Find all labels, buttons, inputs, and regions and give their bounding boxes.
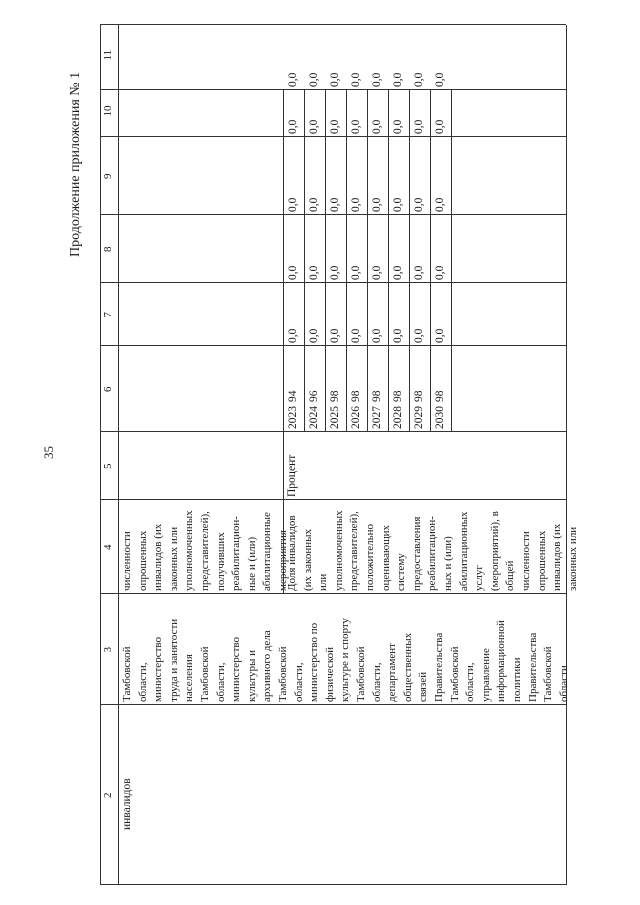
c11-cell: 0,0 [371,72,383,87]
col4-top-line: законных или [167,526,180,591]
row-separator [367,90,368,432]
col4-bottom-line: предоставления [410,516,423,591]
col3-line: общественных [401,632,414,702]
col4-bottom-line: оценивающих [379,524,392,591]
col3-line: области, [464,662,477,702]
c11-cell: 0,0 [434,72,446,87]
col3-line: области, [136,662,149,702]
col4-bottom-line: численности [520,531,532,591]
column-separator [100,214,566,215]
c8-cell: 0,0 [413,265,425,280]
row-separator [304,90,305,432]
value-cell: 98 [371,390,383,402]
column-separator [100,704,566,705]
column-header: 11 [102,49,114,61]
year-cell: 2025 [329,406,341,429]
row-separator [346,90,347,432]
page-number: 35 [41,446,56,459]
column-header: 8 [102,246,114,252]
value-cell: 98 [413,390,425,402]
col3-line: министерство [152,636,165,702]
c11-cell: 0,0 [413,72,425,87]
col4-bottom-line: (мероприятий), в [488,511,501,591]
c8-cell: 0,0 [308,265,320,280]
table-border-bottom [566,25,567,885]
col4-bottom-line: или [317,573,330,591]
year-cell: 2029 [413,406,425,429]
col4-top-line: опрошенных [136,530,149,591]
col4-bottom-line: реабилитацион- [426,516,439,591]
col2-text: инвалидов [121,778,133,830]
col3-line: министерство по [308,622,321,702]
c9-cell: 0,0 [392,197,404,212]
column-separator [100,345,566,346]
col4-bottom-line: инвалидов (их [551,523,564,591]
c10-cell: 0,0 [434,119,446,134]
column-separator [100,499,566,500]
c8-cell: 0,0 [287,265,299,280]
col4-bottom-line: общей [504,560,517,591]
value-cell: 98 [329,390,341,402]
col4-bottom-line: уполномоченных [332,510,345,591]
table-border-side [100,884,566,885]
col3-line: Тамбовской [199,646,211,702]
col4-top-line: абилитационные [261,512,274,591]
row-separator [325,90,326,432]
col3-line: культуры и [245,650,258,702]
c7-cell: 0,0 [287,328,299,343]
value-cell: 96 [308,390,320,402]
row-separator [283,90,284,432]
c10-cell: 0,0 [308,119,320,134]
col4-top-line: численности [121,531,133,591]
col4-top-line: мероприятия [277,530,289,591]
col3-line: Правительства [433,632,445,702]
column-header: 10 [102,105,114,117]
c11-cell: 0,0 [287,72,299,87]
column-separator [100,282,566,283]
col3-line: информационной [495,620,508,702]
c8-cell: 0,0 [329,265,341,280]
c8-cell: 0,0 [434,265,446,280]
col3-line: политики [511,657,523,702]
column-header: 9 [102,173,114,179]
c9-cell: 0,0 [329,197,341,212]
row-separator [409,90,410,432]
col3-line: управление [479,648,492,702]
c11-cell: 0,0 [392,72,404,87]
value-cell: 98 [434,390,446,402]
col4-top-line: инвалидов (их [152,523,165,591]
table-border-side [100,24,566,25]
c7-cell: 0,0 [413,328,425,343]
c10-cell: 0,0 [392,119,404,134]
col3-line: министерство [230,636,243,702]
col4-bottom-line: услуг [473,565,486,591]
c7-cell: 0,0 [392,328,404,343]
column-separator [100,136,566,137]
c9-cell: 0,0 [308,197,320,212]
col3-line: области [557,665,570,702]
c10-cell: 0,0 [287,119,299,134]
c7-cell: 0,0 [434,328,446,343]
col4-top-line: реабилитацион- [230,516,243,591]
c7-cell: 0,0 [308,328,320,343]
column-header: 4 [102,544,114,550]
c9-cell: 0,0 [371,197,383,212]
col4-top-line: ные и (или) [245,536,258,591]
col3-line: Тамбовской [448,646,461,702]
year-cell: 2030 [434,406,446,429]
col4-bottom-line: ных и (или) [442,536,454,591]
col3-line: области, [292,662,305,702]
c7-cell: 0,0 [350,328,362,343]
col4-top-line: уполномоченных [183,510,196,591]
col3-line: культуре и спорту [339,617,352,702]
row-separator [430,90,431,432]
col4-bottom-line: Доля инвалидов [286,515,298,591]
col3-line: Тамбовской [542,646,555,702]
c7-cell: 0,0 [329,328,341,343]
c10-cell: 0,0 [413,119,425,134]
c7-cell: 0,0 [371,328,383,343]
col3-line: области, [214,662,227,702]
col3-line: Тамбовской [121,646,133,702]
value-cell: 98 [392,390,404,402]
value-cell: 98 [350,390,362,402]
col4-bottom-line: представителей), [348,511,361,591]
c8-cell: 0,0 [350,265,362,280]
column-separator [100,431,566,432]
row-separator-last [451,90,452,432]
c11-cell: 0,0 [329,72,341,87]
col4-bottom-line: систему [395,553,408,591]
c8-cell: 0,0 [371,265,383,280]
year-cell: 2027 [371,406,383,429]
col4-bottom-line: (их законных [301,529,314,591]
col3-line: труда и занятости [167,618,180,702]
col3-line: населения [183,654,196,702]
c11-cell: 0,0 [308,72,320,87]
column-header: 6 [102,386,114,392]
col5-unit: Процент [286,454,298,497]
col3-line: связей [417,671,430,702]
c8-cell: 0,0 [392,265,404,280]
col3-line: департамент [386,643,399,702]
col4-top-line: представителей), [199,511,211,591]
value-cell: 94 [287,390,299,402]
column-header: 2 [102,792,114,798]
col3-line: Тамбовской [355,646,367,702]
c10-cell: 0,0 [350,119,362,134]
year-cell: 2024 [308,406,320,429]
column-header: 5 [102,463,114,469]
c9-cell: 0,0 [413,197,425,212]
col4-bottom-line: законных или [566,526,579,591]
col3-line: области, [370,662,383,702]
col4-bottom-line: опрошенных [535,530,548,591]
year-cell: 2026 [350,406,362,429]
column-separator [100,593,566,594]
col4-top-line: получивших [214,532,227,591]
col3-line: Тамбовской [277,646,289,702]
col3-line: физической [323,647,336,702]
col4-bottom-line: абилитационных [457,511,470,591]
year-cell: 2023 [287,406,299,429]
table-border-top [100,25,101,885]
c10-cell: 0,0 [371,119,383,134]
header-separator [118,25,119,885]
c11-cell: 0,0 [350,72,362,87]
column-header: 3 [102,647,114,653]
col4-bottom-line: положительно [364,523,376,591]
c9-cell: 0,0 [434,197,446,212]
c9-cell: 0,0 [350,197,362,212]
c9-cell: 0,0 [287,197,299,212]
column-header: 7 [102,312,114,318]
col3-line: Правительства [526,632,539,702]
c10-cell: 0,0 [329,119,341,134]
year-cell: 2028 [392,406,404,429]
row-separator [388,90,389,432]
column-separator [100,89,566,90]
col3-line: архивного дела [261,630,274,702]
continuation-title: Продолжение приложения № 1 [68,71,83,257]
